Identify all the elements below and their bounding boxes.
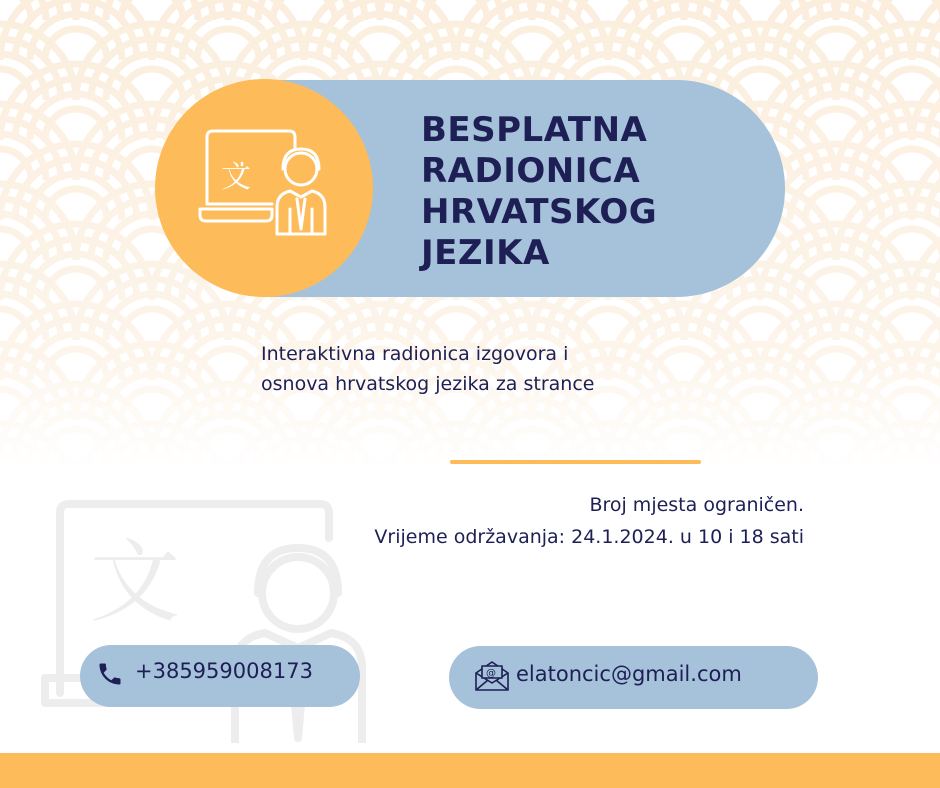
- workshop-title: [421, 110, 657, 274]
- divider: [450, 460, 701, 464]
- icon-circle: [155, 79, 373, 297]
- title-line: BESPLATNA: [421, 110, 648, 150]
- description-line: Interaktivna radionica izgovora i: [261, 343, 569, 365]
- svg-text:文: 文: [221, 160, 251, 195]
- seats-limited-text: Broj mjesta ograničen.: [589, 494, 804, 516]
- description-line: osnova hrvatskog jezika za strance: [261, 373, 595, 395]
- event-info: [374, 489, 804, 553]
- phone-number[interactable]: +385959008173: [135, 659, 313, 683]
- event-time-text: Vrijeme održavanja: 24.1.2024. u 10 i 18 sati: [374, 526, 804, 548]
- email-address[interactable]: elatoncic@gmail.com: [516, 662, 742, 686]
- bottom-bar: [0, 753, 940, 788]
- svg-text:文: 文: [90, 530, 180, 635]
- title-line: JEZIKA: [421, 233, 550, 273]
- teacher-translation-icon: [155, 79, 373, 297]
- envelope-at-icon: [474, 660, 510, 692]
- phone-icon: [96, 660, 124, 688]
- workshop-description: [261, 339, 594, 399]
- title-line: HRVATSKOG: [421, 192, 658, 232]
- title-line: RADIONICA: [421, 151, 641, 191]
- svg-text:@: @: [486, 668, 496, 679]
